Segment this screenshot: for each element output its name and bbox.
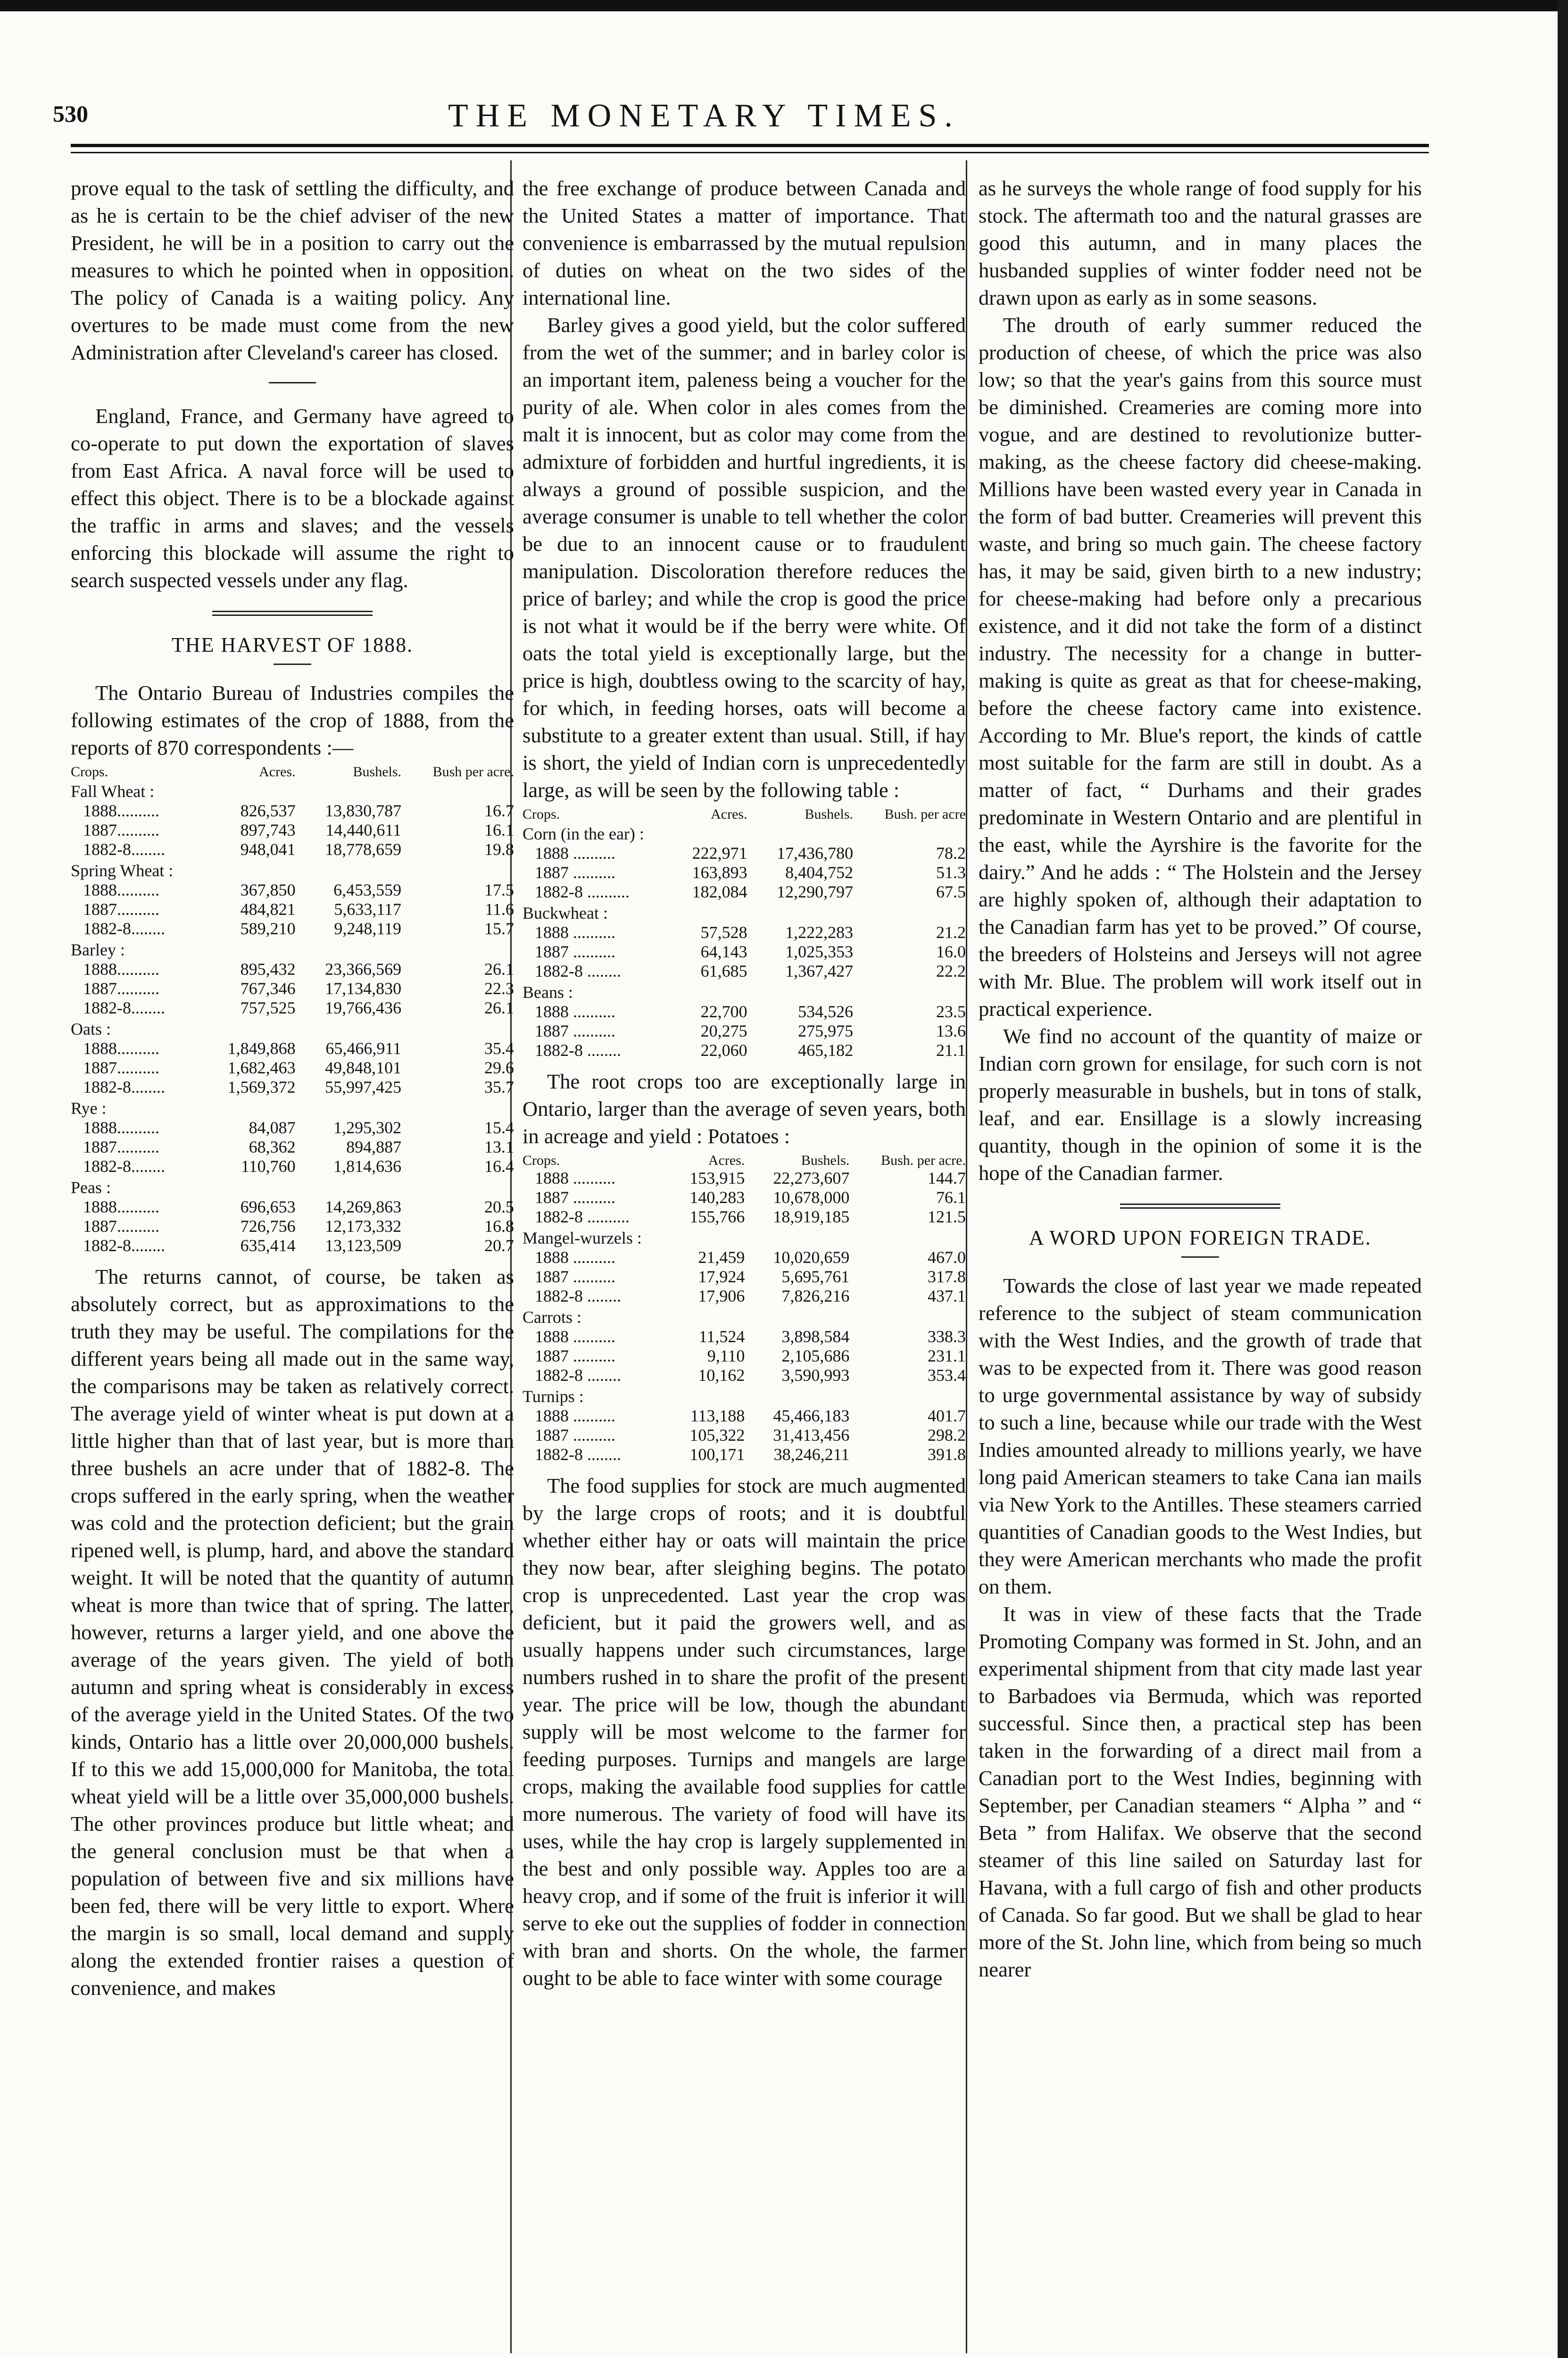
table-cell: 1882-8 ........ — [535, 1041, 621, 1060]
table-row — [523, 1021, 966, 1041]
table-cell: 78.2 — [936, 844, 966, 863]
column-3 — [979, 174, 1422, 2353]
table-cell: 1888.......... — [83, 1039, 159, 1058]
table-header: Bushels. — [801, 1153, 850, 1168]
table-row — [71, 1236, 514, 1255]
scan-top-border — [0, 0, 1568, 11]
table-cell: 1888 .......... — [535, 1406, 615, 1425]
table-cell: 1888.......... — [83, 960, 159, 979]
group-label: Beans : — [523, 983, 573, 1002]
table-cell: 10,678,000 — [773, 1188, 850, 1207]
group-label: Peas : — [71, 1178, 111, 1197]
table-cell: 1887 .......... — [535, 1267, 615, 1286]
paragraph: We find no account of the quantity of maize or Indian corn grown for ensilage, for such corn is not properly measurable in bushels, but in tons of stalk, leaf, and ear. Ensillage is a slowly increasing quantity, though in the opinion of some it is the hope of the Canadian farmer. — [979, 1024, 1422, 1185]
paragraph: The drouth of early summer reduced the production of cheese, of which the price was also low; so that the year's gains from this source must be diminished. Creameries are coming more into vogue, and are destined to revolutionize butter-making, as the cheese factory did cheese-making. Millions have been wasted every year in Canada in the form of bad butter. Creameries will prevent this waste, and bring so much gain. The cheese factory has, it may be said, given birth to a new industry; for cheese-making had before only a precarious existence, and it did not take the form of a distinct industry. The necessity for a change in butter-making is quite as great as that for cheese-making, before the cheese factory came into existence. According to Mr. Blue's report, the kinds of cattle most suitable for the farm are still in doubt. As a matter of fact, “ Durhams and their grades predominate in Western Ontario and are plentiful in the east, while the Ayrshire is the favorite for the dairy.” And he adds : “ The Holstein and the Jersey are highly spoken of, although their adaptation to the Canadian farm has yet to be proved.” Of course, the breeders of Holsteins and Jerseys will not agree with Mr. Blue. The problem will work itself out in practical experience. — [979, 313, 1422, 1021]
table-row — [71, 1078, 514, 1097]
table-header: Bush per acre. — [432, 764, 514, 780]
article-heading-foreign-trade: A WORD UPON FOREIGN TRADE. — [1029, 1226, 1372, 1249]
table-body — [523, 1169, 966, 1464]
table-header: Bush. per acre — [884, 806, 966, 822]
table-cell: 26.1 — [484, 998, 514, 1017]
table-row — [71, 801, 514, 821]
table-row — [523, 942, 966, 962]
table-cell: 317.8 — [928, 1267, 966, 1286]
table-cell: 15.4 — [484, 1118, 514, 1137]
table-row — [71, 821, 514, 840]
table-cell: 23,366,569 — [325, 960, 402, 979]
paragraph: as he surveys the whole range of food supply for his stock. The aftermath too and the natural grasses are good this autumn, and in many places the husbanded supplies of winter fodder need not be drawn upon as early as in some seasons. — [979, 176, 1422, 309]
group-label: Barley : — [71, 940, 125, 959]
table-cell: 1882-8 .......... — [535, 1207, 630, 1226]
page-number: 530 — [53, 100, 88, 127]
heading-separator — [274, 664, 311, 665]
table-row — [71, 900, 514, 919]
table-cell: 1,367,427 — [785, 962, 854, 980]
table-cell: 1,682,463 — [227, 1058, 296, 1077]
table-cell: 13.1 — [484, 1137, 514, 1156]
table-cell: 1882-8 ........ — [535, 962, 621, 980]
paragraph: Barley gives a good yield, but the color suffered from the wet of the summer; and in barley color is an important item, paleness being a voucher for the purity of ale. When color in ales comes from the malt it is innocent, but as color may come from the admixture of forbidden and hurtful ingredients, it is always a ground of possible suspicion, and the average consumer is unable to tell whether the color be due to an innocent cause or to fraudulent manipulation. Discoloration therefore reduces the price of barley; and while the crop is good the price is not what it would be if the berry were white. Of oats the total yield is exceptionally large, but the price is high, doubtless owing to the scarcity of hay, for which, in feeding horses, oats will become a substitute to a greater extent than usual. Still, if hay is short, the yield of Indian corn is unprecedentedly large, as will be seen by the following table : — [523, 313, 966, 802]
table-row — [71, 1118, 514, 1137]
table-cell: 1887.......... — [83, 900, 159, 919]
table-row — [523, 1169, 966, 1188]
table-cell: 2,105,686 — [781, 1346, 850, 1365]
table-row — [523, 962, 966, 981]
table-cell: 1888.......... — [83, 801, 159, 820]
table-cell: 1,295,302 — [333, 1118, 402, 1137]
paragraph: The root crops too are exceptionally large in Ontario, larger than the average of seven years, both in acreage and yield : Potatoes : — [523, 1070, 966, 1148]
table-cell: 19.8 — [484, 840, 514, 859]
table-group-row — [71, 938, 514, 960]
table-cell: 29.6 — [484, 1058, 514, 1077]
table-cell: 11,524 — [698, 1327, 745, 1346]
table-cell: 1887 .......... — [535, 863, 615, 882]
article-heading-harvest: THE HARVEST OF 1888. — [171, 633, 414, 656]
table-cell: 948,041 — [240, 840, 296, 859]
table-cell: 401.7 — [928, 1406, 966, 1425]
table-group-row — [523, 822, 966, 844]
table-cell: 76.1 — [936, 1188, 966, 1207]
table-cell: 21,459 — [698, 1248, 745, 1267]
table-cell: 16.8 — [484, 1217, 514, 1236]
table-cell: 11.6 — [485, 900, 514, 919]
table-cell: 1888 .......... — [535, 1169, 615, 1187]
table-cell: 1882-8........ — [83, 1236, 165, 1255]
table-cell: 1887.......... — [83, 1137, 159, 1156]
table-cell: 3,898,584 — [781, 1327, 850, 1346]
table-cell: 49,848,101 — [325, 1058, 402, 1077]
table-cell: 9,248,119 — [334, 919, 402, 938]
table-cell: 696,653 — [240, 1197, 296, 1216]
paragraph: Towards the close of last year we made repeated reference to the subject of steam communication with the West Indies, and the growth of trade that was to be expected from it. There was good reason to urge governmental assistance by way of subsidy to such a line, because while our trade with the West Indies amounted already to millions yearly, we have long paid American steamers to take Cana ian mails via New York to the Antilles. These steamers carried quantities of Canadian goods to the West Indies, but they were American merchants who made the profit on them. — [979, 1274, 1422, 1598]
table-cell: 13.6 — [936, 1021, 966, 1040]
table-cell: 1,849,868 — [227, 1039, 296, 1058]
table-cell: 13,123,509 — [325, 1236, 402, 1255]
table-row — [523, 1445, 966, 1464]
table-cell: 3,590,993 — [781, 1366, 850, 1385]
table-row — [71, 1157, 514, 1176]
table-cell: 17,134,830 — [325, 979, 402, 998]
table-cell: 84,087 — [249, 1118, 296, 1137]
table-header: Bush. per acre. — [881, 1153, 966, 1168]
table-cell: 16.1 — [484, 821, 514, 839]
table-cell: 6,453,559 — [333, 880, 402, 899]
table-cell: 1882-8........ — [83, 840, 165, 859]
table-cell: 484,821 — [240, 900, 296, 919]
table-cell: 22,273,607 — [773, 1169, 850, 1187]
table-row — [523, 1207, 966, 1227]
table-cell: 757,525 — [240, 998, 296, 1017]
table-cell: 17,924 — [698, 1267, 745, 1286]
table-header: Bushels. — [353, 764, 402, 780]
table-cell: 182,084 — [692, 882, 747, 901]
table-cell: 17,906 — [698, 1287, 745, 1305]
table-row — [71, 1217, 514, 1236]
table-row — [523, 1366, 966, 1385]
table-cell: 534,526 — [798, 1002, 854, 1021]
table-group-row — [523, 981, 966, 1002]
table-cell: 13,830,787 — [325, 801, 402, 820]
table-cell: 22.2 — [936, 962, 966, 980]
table-group-row — [523, 902, 966, 923]
table-cell: 353.4 — [928, 1366, 966, 1385]
header-rule-top — [71, 144, 1429, 147]
table-cell: 16.0 — [936, 942, 966, 961]
table-cell: 100,171 — [689, 1445, 745, 1464]
table-cell: 5,633,117 — [334, 900, 402, 919]
table-row — [523, 1406, 966, 1426]
table-cell: 26.1 — [484, 960, 514, 979]
table-cell: 18,778,659 — [325, 840, 402, 859]
table-group-row — [523, 1385, 966, 1406]
corn-table — [523, 806, 966, 1060]
table-row — [523, 1346, 966, 1366]
table-cell: 894,887 — [346, 1137, 402, 1156]
table-group-row — [71, 1176, 514, 1197]
column-1 — [71, 174, 514, 2353]
table-cell: 22,060 — [700, 1041, 747, 1060]
table-cell: 1887 .......... — [535, 1426, 615, 1445]
table-cell: 55,997,425 — [325, 1078, 402, 1096]
table-cell: 10,162 — [698, 1366, 745, 1385]
table-cell: 1888.......... — [83, 1197, 159, 1216]
table-cell: 338.3 — [928, 1327, 966, 1346]
table-row — [523, 1287, 966, 1306]
table-cell: 5,695,761 — [781, 1267, 850, 1286]
table-cell: 65,466,911 — [325, 1039, 402, 1058]
table-cell: 140,283 — [689, 1188, 745, 1207]
table-cell: 437.1 — [928, 1287, 966, 1305]
table-cell: 298.2 — [928, 1426, 966, 1445]
table-header: Acres. — [708, 1153, 745, 1168]
table-cell: 64,143 — [700, 942, 747, 961]
paragraph: The food supplies for stock are much augmented by the large crops of roots; and it is doubtful whether either hay or oats will maintain the price they now bear, after sleighing begins. The potato crop is unprecedented. Last year the crop was deficient, but it paid the growers well, and as usually happens under such circumstances, large numbers rushed in to share the profit of the present year. The price will be low, though the abundant supply will be most welcome to the farmer for feeding purposes. Turnips and mangels are large crops, making the available food supplies for cattle more numerous. The variety of food will have its uses, while the hay crop is largely supplemented in the best and only possible way. Apples too are a heavy crop, and if some of the fruit is inferior it will serve to eke out the supplies of fodder in connection with bran and shorts. On the whole, the farmer ought to be able to face winter with some courage — [523, 1474, 966, 1990]
paragraph: It was in view of these facts that the Trade Promoting Company was formed in St. John, and an experimental shipment from that city made last year to Barbadoes via Bermuda, which was reported successful. Since then, a practical step has been taken in the forwarding of a direct mail from a Canadian port to the West Indies, beginning with September, per Canadian steamers “ Alpha ” and “ Beta ” from Halifax. We observe that the second steamer of this line sailed on Saturday last for Havana, with a full cargo of fish and other products of Canada. So far good. But we shall be glad to hear more of the St. John line, which from being so much nearer — [979, 1602, 1422, 1981]
table-group-row — [71, 1097, 514, 1118]
table-cell: 231.1 — [928, 1346, 966, 1365]
table-cell: 465,182 — [798, 1041, 854, 1060]
table-cell: 1,025,353 — [785, 942, 854, 961]
table-row — [523, 882, 966, 902]
table-cell: 17,436,780 — [777, 844, 854, 863]
table-group-row — [71, 1018, 514, 1039]
paragraph: England, France, and Germany have agreed to co-operate to put down the exportation of slaves from East Africa. A naval force will be used to effect this object. There is to be a blockade against the traffic in arms and slaves; and the vessels enforcing this blockade will assume the right to search suspected vessels under any flag. — [71, 404, 514, 592]
masthead-title: THE MONETARY TIMES. — [448, 98, 960, 134]
table-cell: 1882-8 .......... — [535, 882, 630, 901]
heading-separator — [1181, 1256, 1219, 1258]
table-cell: 391.8 — [928, 1445, 966, 1464]
table-cell: 726,756 — [240, 1217, 296, 1236]
table-group-row — [523, 1306, 966, 1327]
table-group-row — [71, 780, 514, 801]
table-row — [71, 979, 514, 998]
group-label: Rye : — [71, 1099, 107, 1118]
table-cell: 16.4 — [484, 1157, 514, 1176]
table-cell: 9,110 — [707, 1346, 745, 1365]
table-cell: 57,528 — [700, 923, 747, 942]
table-cell: 1,569,372 — [227, 1078, 296, 1096]
table-row — [71, 1197, 514, 1217]
table-group-row — [71, 859, 514, 880]
table-cell: 589,210 — [240, 919, 296, 938]
group-label: Oats : — [71, 1020, 111, 1038]
table-cell: 16.7 — [484, 801, 514, 820]
table-cell: 826,537 — [240, 801, 296, 820]
table-cell: 121.5 — [928, 1207, 966, 1226]
table-cell: 767,346 — [240, 979, 296, 998]
table-cell: 14,440,611 — [325, 821, 402, 839]
section-separator — [269, 382, 316, 383]
table-cell: 19,766,436 — [325, 998, 402, 1017]
table-cell: 1,222,283 — [785, 923, 854, 942]
table-cell: 20.7 — [484, 1236, 514, 1255]
table-cell: 31,413,456 — [773, 1426, 850, 1445]
table-row — [523, 1188, 966, 1207]
table-row — [71, 880, 514, 900]
paragraph: prove equal to the task of settling the difficulty, and as he is certain to be the chief adviser of the new President, he will be in a position to carry out the measures to which he pointed when in opposition. The policy of Canada is a waiting policy. Any overtures to be made must come from the new Administration after Cleveland's career has closed. — [71, 176, 514, 364]
group-label: Carrots : — [523, 1308, 581, 1327]
table-cell: 22.3 — [484, 979, 514, 998]
table-row — [71, 1039, 514, 1058]
table-row — [523, 1267, 966, 1287]
table-cell: 51.3 — [936, 863, 966, 882]
table-cell: 1888 .......... — [535, 923, 615, 942]
header-rule-bottom — [71, 152, 1429, 153]
table-cell: 1882-8 ........ — [535, 1366, 621, 1385]
table-row — [71, 1137, 514, 1157]
table-cell: 21.2 — [936, 923, 966, 942]
table-row — [523, 1002, 966, 1021]
table-cell: 1887 .......... — [535, 942, 615, 961]
table-cell: 897,743 — [240, 821, 296, 839]
table-cell: 12,290,797 — [777, 882, 854, 901]
table-cell: 1882-8........ — [83, 1078, 165, 1096]
table-header: Acres. — [711, 806, 747, 822]
table-header: Crops. — [523, 1153, 560, 1168]
column-divider-2 — [966, 160, 967, 2353]
table-cell: 467.0 — [928, 1248, 966, 1267]
table-cell: 35.4 — [484, 1039, 514, 1058]
table-cell: 18,919,185 — [773, 1207, 850, 1226]
double-separator — [1120, 1204, 1280, 1209]
table-header: Bushels. — [805, 806, 854, 822]
table-cell: 1888 .......... — [535, 844, 615, 863]
table-cell: 275,975 — [798, 1021, 854, 1040]
table-cell: 144.7 — [928, 1169, 966, 1187]
group-label: Spring Wheat : — [71, 861, 174, 880]
paragraph: The returns cannot, of course, be taken as absolutely correct, but as approximations to the truth they may be useful. The compilations for the different years being all made out in the same way, the comparisons may be taken as relatively correct. The average yield of winter wheat is put down at a little higher than that of last year, but is more than three bushels an acre under that of 1882-8. The crops suffered in the early spring, when the weather was cold and the protection deficient; but the grain ripened well, is plump, hard, and above the standard weight. It will be noted that the quantity of autumn wheat is more than twice that of spring. The latter, however, returns a larger yield, and one above the average of the years given. The yield of both autumn and spring wheat is considerably in excess of the average yield in the United States. Of the two kinds, Ontario has a little over 20,000,000 bushels. If to this we add 15,000,000 for Manitoba, the total wheat yield will be a little over 35,000,000 bushels. The other provinces produce but little wheat; and the general conclusion must be that when a population of between five and six millions have been fed, there will be very little to export. Where the margin is so small, local demand and supply along the extended frontier raises a question of convenience, and makes — [71, 1265, 514, 2000]
table-row — [523, 923, 966, 942]
table-cell: 1887.......... — [83, 1217, 159, 1236]
harvest-table — [71, 764, 514, 1255]
table-cell: 1887 .......... — [535, 1021, 615, 1040]
root-crops-table — [523, 1153, 966, 1464]
table-cell: 1887 .......... — [535, 1346, 615, 1365]
table-row — [523, 1248, 966, 1267]
table-cell: 1887.......... — [83, 979, 159, 998]
table-cell: 12,173,332 — [325, 1217, 402, 1236]
table-cell: 38,246,211 — [773, 1445, 850, 1464]
table-group-row — [523, 1227, 966, 1248]
table-cell: 1882-8 ........ — [535, 1287, 621, 1305]
table-cell: 1882-8........ — [83, 1157, 165, 1176]
table-row — [71, 998, 514, 1018]
table-body — [523, 822, 966, 1060]
table-cell: 1,814,636 — [333, 1157, 402, 1176]
table-cell: 1882-8........ — [83, 998, 165, 1017]
table-cell: 23.5 — [936, 1002, 966, 1021]
table-cell: 68,362 — [249, 1137, 296, 1156]
table-row — [71, 1058, 514, 1078]
group-label: Corn (in the ear) : — [523, 824, 644, 843]
table-cell: 8,404,752 — [785, 863, 854, 882]
table-row — [71, 840, 514, 859]
table-cell: 1887 .......... — [535, 1188, 615, 1207]
table-cell: 155,766 — [689, 1207, 745, 1226]
table-cell: 61,685 — [700, 962, 747, 980]
table-cell: 1887.......... — [83, 821, 159, 839]
table-row — [71, 960, 514, 979]
table-row — [523, 1327, 966, 1346]
table-row — [523, 863, 966, 882]
group-label: Buckwheat : — [523, 904, 608, 922]
table-row — [71, 919, 514, 938]
table-header: Crops. — [523, 806, 560, 822]
table-cell: 21.1 — [936, 1041, 966, 1060]
paragraph: The Ontario Bureau of Industries compiles the following estimates of the crop of 1888, from the reports of 870 correspondents :— — [71, 681, 514, 759]
table-cell: 22,700 — [700, 1002, 747, 1021]
group-label: Mangel-wurzels : — [523, 1229, 642, 1247]
table-row — [523, 1041, 966, 1060]
table-cell: 1882-8........ — [83, 919, 165, 938]
table-cell: 1888.......... — [83, 1118, 159, 1137]
table-cell: 45,466,183 — [773, 1406, 850, 1425]
table-cell: 1888 .......... — [535, 1002, 615, 1021]
table-cell: 67.5 — [936, 882, 966, 901]
table-cell: 635,414 — [240, 1236, 296, 1255]
double-separator — [212, 611, 373, 616]
table-cell: 15.7 — [484, 919, 514, 938]
table-cell: 35.7 — [484, 1078, 514, 1096]
table-row — [523, 1426, 966, 1445]
table-cell: 153,915 — [689, 1169, 745, 1187]
table-cell: 895,432 — [240, 960, 296, 979]
paragraph: the free exchange of produce between Canada and the United States a matter of importance. That convenience is embarrassed by the mutual repulsion of duties on wheat on the two sides of the international line. — [523, 176, 966, 309]
table-cell: 110,760 — [241, 1157, 296, 1176]
table-cell: 1887.......... — [83, 1058, 159, 1077]
scan-right-edge — [1558, 0, 1568, 2358]
table-cell: 105,322 — [689, 1426, 745, 1445]
table-cell: 1888.......... — [83, 880, 159, 899]
table-cell: 367,850 — [240, 880, 296, 899]
column-2 — [523, 174, 966, 2353]
table-cell: 1888 .......... — [535, 1248, 615, 1267]
table-header: Acres. — [259, 764, 296, 780]
table-cell: 14,269,863 — [325, 1197, 402, 1216]
table-cell: 1882-8 ........ — [535, 1445, 621, 1464]
table-header: Crops. — [71, 764, 108, 780]
table-cell: 1888 .......... — [535, 1327, 615, 1346]
table-row — [523, 844, 966, 863]
table-cell: 20.5 — [484, 1197, 514, 1216]
table-cell: 10,020,659 — [773, 1248, 850, 1267]
table-cell: 17.5 — [484, 880, 514, 899]
group-label: Turnips : — [523, 1387, 584, 1406]
table-cell: 20,275 — [700, 1021, 747, 1040]
table-cell: 113,188 — [690, 1406, 745, 1425]
table-body — [71, 780, 514, 1255]
group-label: Fall Wheat : — [71, 782, 155, 801]
table-cell: 7,826,216 — [781, 1287, 850, 1305]
table-cell: 163,893 — [692, 863, 747, 882]
table-cell: 222,971 — [692, 844, 747, 863]
